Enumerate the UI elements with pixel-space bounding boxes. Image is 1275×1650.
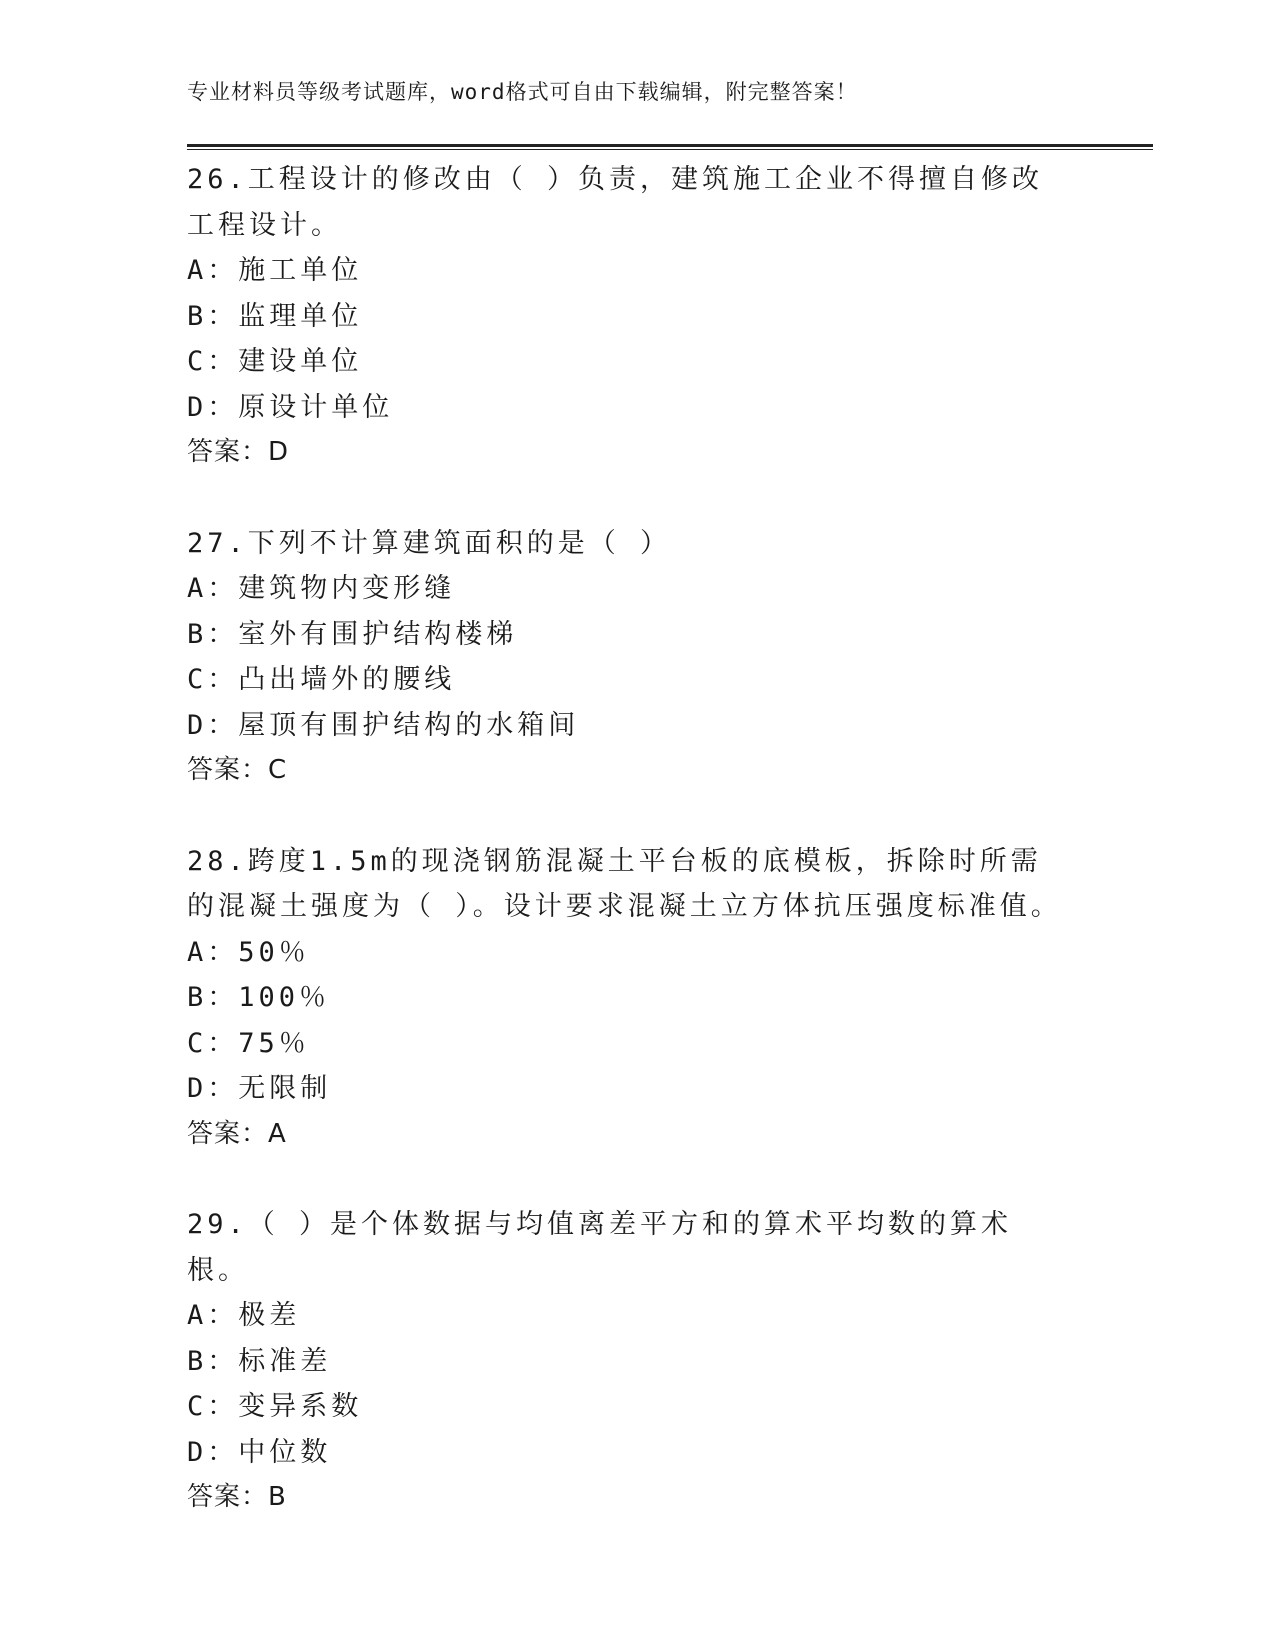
option-b: B：室外有围护结构楼梯 [187,618,518,650]
question-stem: 27.下列不计算建筑面积的是（ ） [187,527,672,559]
option-d: D：中位数 [187,1436,332,1468]
answer-line: 答案：B [187,1482,287,1512]
answer-line: 答案：A [187,1118,287,1149]
question-28 [187,839,1067,1158]
question-27 [187,521,1067,794]
answer-line: 答案：C [187,755,288,785]
option-d: D：原设计单位 [187,391,394,423]
question-stem: 29.（ ）是个体数据与均值离差平方和的算术平均数的算术根。 [187,1209,1013,1286]
option-d: D：屋顶有围护结构的水箱间 [187,709,580,741]
question-26 [187,157,1067,476]
option-a: A：建筑物内变形缝 [187,573,456,604]
question-stem: 26.工程设计的修改由（ ）负责，建筑施工企业不得擅自修改工程设计。 [187,164,1044,241]
question-stem: 28.跨度1.5m的现浇钢筋混凝土平台板的底模板，拆除时所需的混凝土强度为（ ）。设计要求混凝土立方体抗压强度标准值。 [187,845,1062,922]
option-c: C：建设单位 [187,346,363,377]
question-list [187,157,1067,1566]
answer-line: 答案：D [187,437,290,467]
option-a: A：50％ [187,936,310,968]
option-c: C：凸出墙外的腰线 [187,664,456,695]
question-29 [187,1202,1067,1521]
option-c: C：75％ [187,1027,310,1059]
header-rule [187,144,1153,152]
option-a: A：施工单位 [187,255,363,286]
option-d: D：无限制 [187,1073,332,1104]
option-c: C：变异系数 [187,1391,363,1422]
option-b: B：监理单位 [187,300,363,332]
option-b: B：100％ [187,982,331,1013]
option-a: A：极差 [187,1300,301,1331]
header-rule-thin [187,149,1153,150]
header-rule-thick [187,144,1153,147]
option-b: B：标准差 [187,1345,332,1377]
document-header: 专业材料员等级考试题库，word格式可自由下载编辑，附完整答案！ [187,80,858,104]
